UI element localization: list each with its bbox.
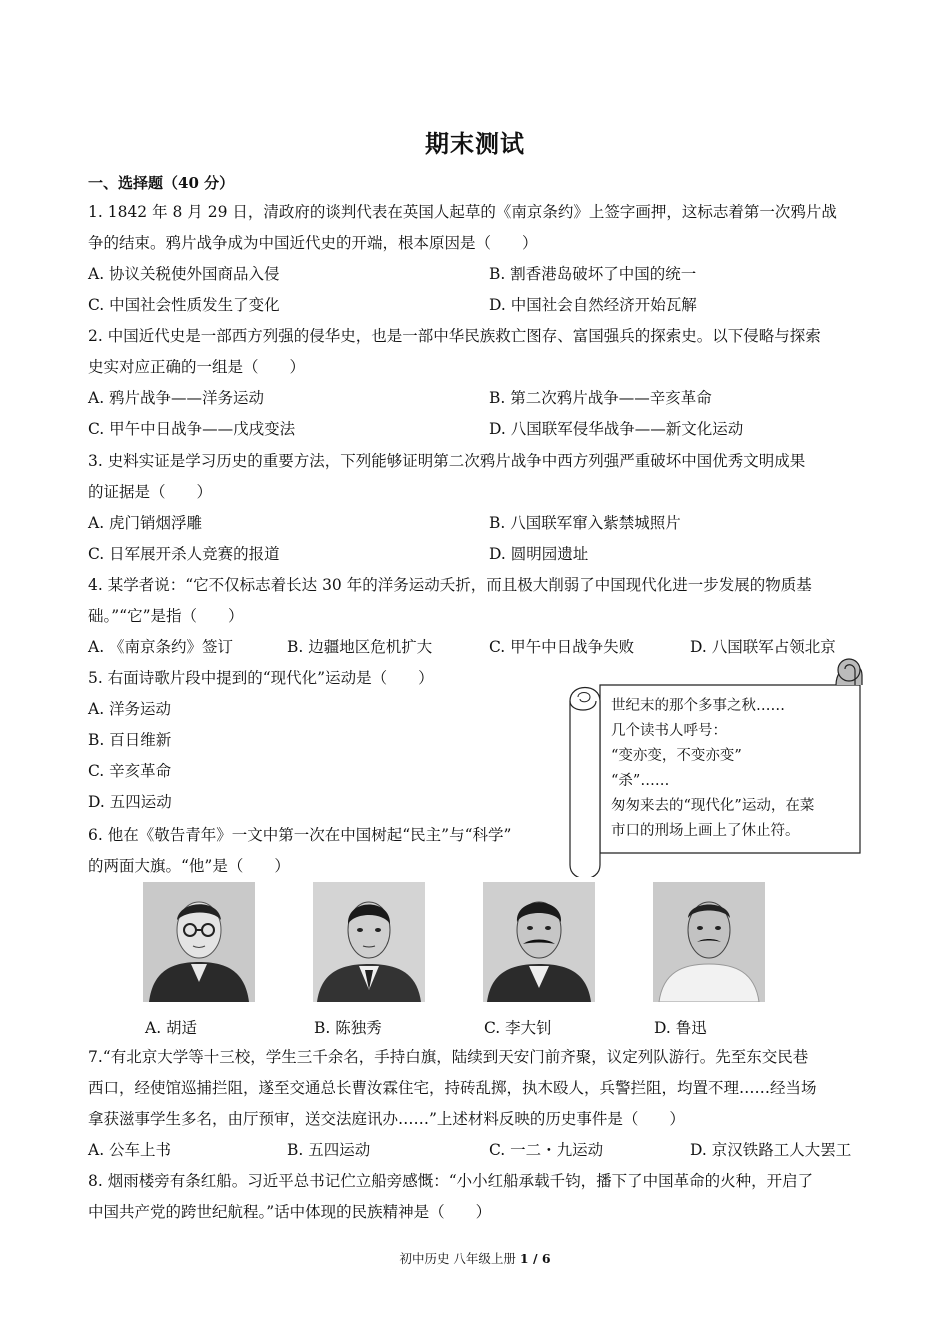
- portrait-photo-a: [143, 882, 255, 1002]
- poem-text: [611, 694, 814, 844]
- q7-stem-line1: 7.“有北京大学等十三校，学生三千余名，手持白旗，陆续到天安门前齐聚，议定列队游行。先至东交民巷: [88, 1048, 809, 1066]
- q8-stem-line1: 8. 烟雨楼旁有条红船。习近平总书记伫立船旁感慨：“小小红船承载千钧，播下了中国革命的火种，开启了: [88, 1172, 814, 1190]
- q2-option-a: A. 鸦片战争——洋务运动: [88, 389, 265, 407]
- q2-stem-line2: 史实对应正确的一组是（ ）: [88, 358, 306, 376]
- q5-stem: 5. 右面诗歌片段中提到的“现代化”运动是（ ）: [88, 669, 434, 687]
- q6-option-c: C. 李大钊: [484, 1019, 552, 1037]
- q6-stem-line2: 的两面大旗。“他”是（ ）: [88, 857, 290, 875]
- q4-option-a: A. 《南京条约》签订: [88, 638, 234, 656]
- q6-option-b: B. 陈独秀: [314, 1019, 382, 1037]
- q6-option-a: A. 胡适: [145, 1019, 198, 1037]
- page-footer: [0, 1249, 950, 1267]
- page-number: 1 / 6: [519, 1251, 551, 1266]
- q7-option-c: C. 一二・九运动: [489, 1141, 604, 1159]
- q5-option-a: A. 洋务运动: [88, 700, 172, 718]
- q3-option-c: C. 日军展开杀人竞赛的报道: [88, 545, 280, 563]
- q1-stem-line1: 1. 1842 年 8 月 29 日，清政府的谈判代表在英国人起草的《南京条约》上签字画押，这标志着第一次鸦片战: [88, 203, 837, 221]
- q3-option-b: B. 八国联军窜入紫禁城照片: [489, 514, 681, 532]
- page-title: 期末测试: [425, 129, 525, 158]
- q4-option-b: B. 边疆地区危机扩大: [287, 638, 433, 656]
- poem-line: 世纪末的那个多事之秋……: [611, 698, 785, 714]
- q5-option-c: C. 辛亥革命: [88, 762, 172, 780]
- q2-stem-line1: 2. 中国近代史是一部西方列强的侵华史，也是一部中华民族救亡图存、富国强兵的探索史。以下侵略与探索: [88, 327, 821, 345]
- q7-stem-line3: 拿获滋事学生多名，由厅预审，送交法庭讯办……”上述材料反映的历史事件是（ ）: [88, 1110, 685, 1128]
- portrait-photo-c: [483, 882, 595, 1002]
- q3-option-a: A. 虎门销烟浮雕: [88, 514, 203, 532]
- q7-stem-line2: 西口，经使馆巡捕拦阻，遂至交通总长曹汝霖住宅，持砖乱掷，执木殴人，兵警拦阻，均置不理……经当场: [88, 1079, 817, 1097]
- q7-option-b: B. 五四运动: [287, 1141, 371, 1159]
- portrait-photo-b: [313, 882, 425, 1002]
- q1-stem-line2: 争的结束。鸦片战争成为中国近代史的开端，根本原因是（ ）: [88, 234, 538, 252]
- q6-stem-line1: 6. 他在《敬告青年》一文中第一次在中国树起“民主”与“科学”: [88, 826, 512, 844]
- q5-option-b: B. 百日维新: [88, 731, 172, 749]
- poem-line: 匆匆来去的“现代化”运动，在菜: [611, 798, 815, 814]
- q4-stem-line2: 础。”“它”是指（ ）: [88, 607, 244, 625]
- poem-line: 几个读书人呼号：: [611, 723, 727, 739]
- q3-stem-line1: 3. 史料实证是学习历史的重要方法，下列能够证明第二次鸦片战争中西方列强严重破坏中国优秀文明成果: [88, 452, 806, 470]
- footer-text: 初中历史 八年级上册: [399, 1251, 520, 1266]
- q6-option-d: D. 鲁迅: [654, 1019, 707, 1037]
- q2-option-d: D. 八国联军侵华战争——新文化运动: [489, 420, 744, 438]
- q1-option-b: B. 割香港岛破坏了中国的统一: [489, 265, 697, 283]
- q2-option-c: C. 甲午中日战争——戊戌变法: [88, 420, 296, 438]
- q3-stem-line2: 的证据是（ ）: [88, 483, 213, 501]
- section-heading: 一、选择题（40 分）: [88, 174, 235, 192]
- q7-option-d: D. 京汉铁路工人大罢工: [690, 1141, 852, 1159]
- poem-line: “杀”……: [611, 773, 670, 789]
- q1-option-c: C. 中国社会性质发生了变化: [88, 296, 280, 314]
- q4-stem-line1: 4. 某学者说：“它不仅标志着长达 30 年的洋务运动夭折，而且极大削弱了中国现代化进一步发展的物质基: [88, 576, 812, 594]
- poem-line: 市口的刑场上画上了休止符。: [611, 823, 800, 839]
- q8-stem-line2: 中国共产党的跨世纪航程。”话中体现的民族精神是（ ）: [88, 1203, 492, 1221]
- q3-option-d: D. 圆明园遗址: [489, 545, 589, 563]
- q1-option-d: D. 中国社会自然经济开始瓦解: [489, 296, 697, 314]
- q7-option-a: A. 公车上书: [88, 1141, 172, 1159]
- portrait-photo-d: [653, 882, 765, 1002]
- q5-option-d: D. 五四运动: [88, 793, 172, 811]
- q1-option-a: A. 协议关税使外国商品入侵: [88, 265, 280, 283]
- poem-line: “变亦变，不变亦变”: [611, 748, 742, 764]
- q2-option-b: B. 第二次鸦片战争——辛亥革命: [489, 389, 712, 407]
- q4-option-d: D. 八国联军占领北京: [690, 638, 836, 656]
- q4-option-c: C. 甲午中日战争失败: [489, 638, 635, 656]
